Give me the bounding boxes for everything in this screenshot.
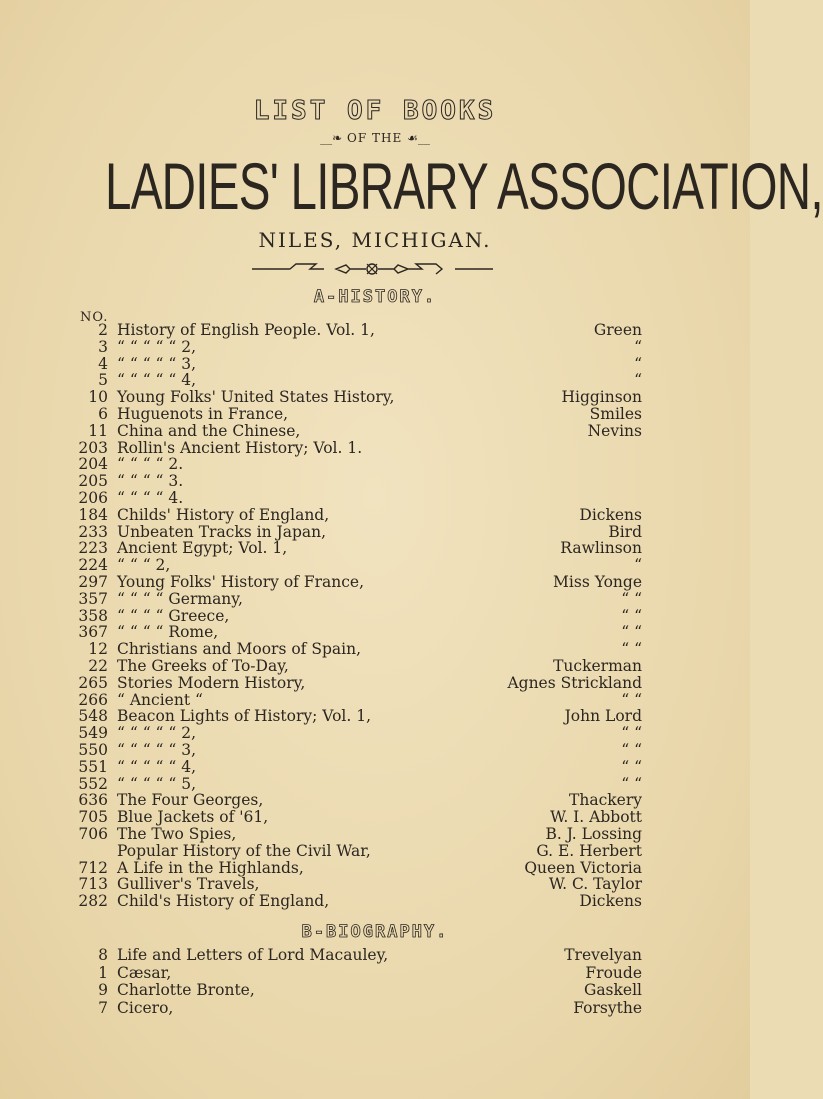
list-item (70, 860, 650, 877)
book-number: 2 (98, 321, 108, 339)
book-number: 223 (78, 539, 108, 558)
book-author: Forsythe (573, 998, 642, 1017)
book-title: “ Ancient “ (117, 690, 203, 709)
list-item (70, 490, 650, 507)
book-number: 713 (78, 875, 108, 894)
list-item (70, 708, 650, 725)
book-number: 712 (78, 858, 108, 877)
book-number: 206 (78, 488, 108, 507)
book-number: 551 (78, 757, 108, 776)
book-number: 3 (98, 337, 108, 356)
book-title: Huguenots in France, (117, 404, 289, 423)
of-the-text: OF THE (347, 131, 403, 145)
list-item (70, 776, 650, 793)
book-title: Rollin's Ancient History; Vol. 1. (117, 438, 363, 457)
history-list (70, 322, 650, 910)
book-title: Life and Letters of Lord Macauley, (117, 946, 389, 964)
list-item (70, 356, 650, 373)
book-title: The Two Spies, (117, 824, 237, 843)
book-author: Froude (585, 963, 642, 982)
book-author: Nevins (587, 421, 642, 440)
book-number: 552 (78, 774, 108, 793)
book-number: 8 (98, 946, 108, 964)
book-number: 367 (78, 623, 108, 642)
book-number: 224 (78, 556, 108, 575)
book-number: 705 (78, 808, 108, 827)
list-item (70, 658, 650, 675)
list-item (70, 759, 650, 776)
list-item (70, 624, 650, 641)
book-author: Higginson (561, 388, 642, 407)
book-author: Dickens (579, 892, 642, 911)
book-title: Stories Modern History, (117, 673, 306, 692)
list-item (70, 947, 650, 965)
list-item (70, 557, 650, 574)
list-item (70, 608, 650, 625)
book-author: Miss Yonge (553, 572, 642, 591)
list-item (70, 893, 650, 910)
book-number: 9 (98, 981, 108, 999)
book-author: Dickens (579, 505, 642, 524)
book-title: Charlotte Bronte, (117, 981, 255, 999)
list-of-books-heading: LIST OF BOOKS (253, 96, 497, 126)
book-author: “ “ (621, 774, 642, 793)
book-number: 184 (78, 505, 108, 524)
list-item (70, 843, 650, 860)
book-number: 265 (78, 673, 108, 692)
book-author: “ “ (621, 640, 642, 659)
book-author: W. I. Abbott (550, 808, 642, 827)
book-title: Blue Jackets of '61, (117, 808, 269, 827)
book-number: 205 (78, 472, 108, 491)
list-item (70, 742, 650, 759)
book-number: 549 (78, 724, 108, 743)
list-item (70, 473, 650, 490)
book-title: Gulliver's Travels, (117, 875, 260, 894)
list-item (70, 406, 650, 423)
book-title: “ “ “ “ Greece, (117, 606, 230, 625)
book-number: 550 (78, 740, 108, 759)
list-item (70, 591, 650, 608)
book-number: 297 (78, 572, 108, 591)
book-title: “ “ “ “ Germany, (117, 589, 243, 608)
book-author: “ (634, 371, 642, 390)
book-number: 11 (88, 421, 108, 440)
book-number: 22 (88, 656, 108, 675)
city-line: NILES, MICHIGAN. (258, 228, 492, 252)
list-item (70, 423, 650, 440)
book-title: Cicero, (117, 998, 174, 1017)
list-item (70, 372, 650, 389)
book-number: 358 (78, 606, 108, 625)
list-item (70, 1000, 650, 1018)
book-author: “ “ (621, 589, 642, 608)
book-title: Childs' History of England, (117, 505, 330, 524)
list-item (70, 641, 650, 658)
history-heading: A-HISTORY. (313, 287, 437, 307)
number-column-label: NO. (80, 310, 109, 325)
book-number: 233 (78, 522, 108, 541)
list-item (70, 339, 650, 356)
book-author: W. C. Taylor (548, 875, 642, 894)
book-title: “ “ “ “ “ 2, (117, 337, 197, 356)
list-item (70, 965, 650, 983)
book-title: The Greeks of To-Day, (117, 656, 289, 675)
ornament-left-icon: __❧ (320, 131, 343, 145)
book-author: G. E. Herbert (536, 841, 642, 860)
book-author: B. J. Lossing (545, 824, 642, 843)
book-title: “ “ “ “ “ 3, (117, 354, 197, 373)
book-title: China and the Chinese, (117, 421, 301, 440)
book-author: “ “ (621, 724, 642, 743)
book-author: Trevelyan (564, 946, 642, 964)
book-number: 6 (98, 404, 108, 423)
book-number: 282 (78, 892, 108, 911)
book-title: Beacon Lights of History; Vol. 1, (117, 707, 371, 726)
book-title: “ “ “ “ 2. (117, 455, 184, 474)
book-author: Thackery (569, 791, 642, 810)
book-author: “ (634, 556, 642, 575)
book-author: “ “ (621, 606, 642, 625)
book-title: “ “ “ “ “ 3, (117, 740, 197, 759)
book-title: A Life in the Highlands, (117, 858, 304, 877)
list-item (70, 675, 650, 692)
book-number: 357 (78, 589, 108, 608)
book-number: 266 (78, 690, 108, 709)
book-number: 204 (78, 455, 108, 474)
list-item (70, 809, 650, 826)
book-title: “ “ “ “ Rome, (117, 623, 219, 642)
book-title: Young Folks' United States History, (117, 388, 395, 407)
book-title: “ “ “ “ “ 4, (117, 371, 197, 390)
ornament-right-icon: ☙__ (407, 131, 430, 145)
book-author: “ “ (621, 623, 642, 642)
list-item (70, 440, 650, 457)
book-author: John Lord (564, 707, 642, 726)
list-item (70, 692, 650, 709)
ornamental-divider-icon (250, 260, 495, 278)
book-number: 636 (78, 791, 108, 810)
book-author: Bird (608, 522, 642, 541)
book-author: Rawlinson (560, 539, 642, 558)
book-title: History of English People. Vol. 1, (117, 321, 375, 339)
association-title: LADIES' LIBRARY ASSOCIATION, (105, 149, 823, 223)
book-author: “ “ (621, 690, 642, 709)
book-title: Popular History of the Civil War, (117, 841, 371, 860)
list-item (70, 507, 650, 524)
book-number: 5 (98, 371, 108, 390)
list-item (70, 574, 650, 591)
book-title: “ “ “ “ 3. (117, 472, 184, 491)
biography-list (70, 947, 650, 1017)
book-number: 1 (98, 963, 108, 982)
book-title: Young Folks' History of France, (117, 572, 365, 591)
book-title: “ “ “ “ “ 5, (117, 774, 197, 793)
list-item (70, 524, 650, 541)
book-author: Agnes Strickland (507, 673, 642, 692)
book-author: “ “ (621, 740, 642, 759)
book-author: Gaskell (583, 981, 642, 999)
book-author: Tuckerman (553, 656, 642, 675)
book-number: 706 (78, 824, 108, 843)
list-item (70, 876, 650, 893)
book-title: Ancient Egypt; Vol. 1, (117, 539, 288, 558)
biography-heading: B-BIOGRAPHY. (301, 922, 449, 942)
book-title: Cæsar, (117, 963, 172, 982)
book-author: “ “ (621, 757, 642, 776)
book-author: “ (634, 354, 642, 373)
list-item (70, 725, 650, 742)
book-number: 203 (78, 438, 108, 457)
book-number: 12 (88, 640, 108, 659)
book-title: “ “ “ 2, (117, 556, 171, 575)
list-item (70, 826, 650, 843)
book-number: 10 (88, 388, 108, 407)
book-number: 548 (78, 707, 108, 726)
book-number: 7 (98, 998, 108, 1017)
book-number: 4 (98, 354, 108, 373)
book-author: Green (593, 321, 642, 339)
list-item (70, 982, 650, 1000)
book-title: Christians and Moors of Spain, (117, 640, 361, 659)
book-author: Smiles (589, 404, 642, 423)
book-title: Child's History of England, (117, 892, 330, 911)
book-title: “ “ “ “ “ 2, (117, 724, 197, 743)
book-title: “ “ “ “ 4. (117, 488, 184, 507)
list-item (70, 792, 650, 809)
book-author: Queen Victoria (524, 858, 642, 877)
list-item (70, 456, 650, 473)
list-item (70, 540, 650, 557)
book-title: Unbeaten Tracks in Japan, (117, 522, 327, 541)
of-the-line (0, 131, 750, 145)
book-title: The Four Georges, (117, 791, 264, 810)
list-item (70, 389, 650, 406)
book-title: “ “ “ “ “ 4, (117, 757, 197, 776)
list-item (70, 322, 650, 339)
book-author: “ (634, 337, 642, 356)
